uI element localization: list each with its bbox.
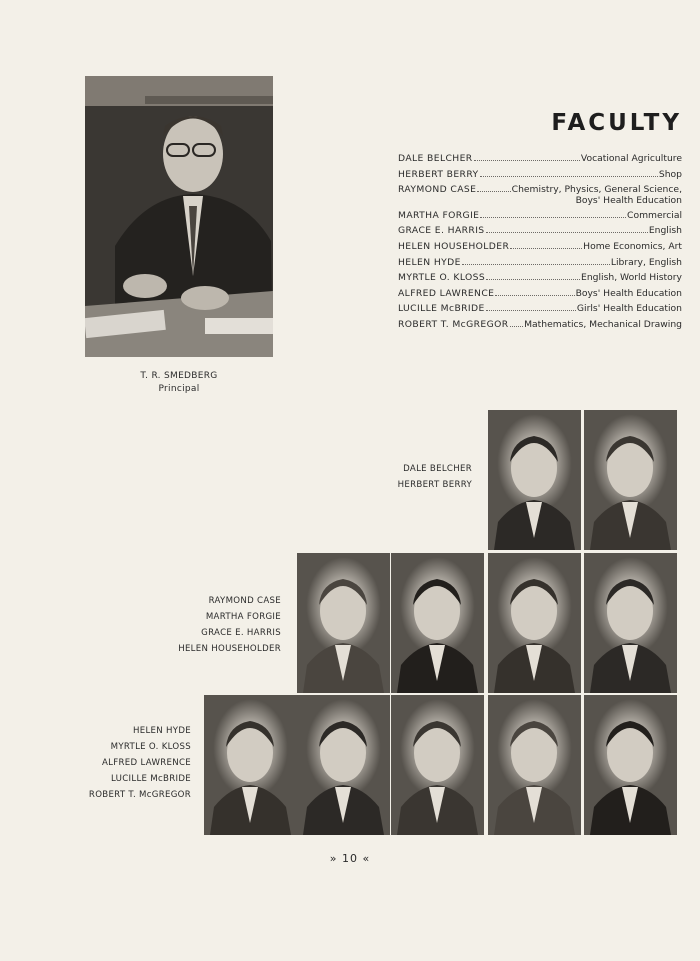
photo-caption-name: MARTHA FORGIE [205, 612, 281, 622]
leader-dots [510, 242, 582, 249]
photo-row-3-names [60, 723, 191, 803]
photo-caption-name: MYRTLE O. KLOSS [110, 742, 191, 752]
faculty-subject: Home Economics, Art [583, 240, 682, 252]
faculty-list-row [398, 151, 682, 167]
portrait-silhouette [584, 410, 677, 550]
principal-role: Principal [158, 384, 200, 394]
portrait-silhouette [297, 695, 390, 835]
photo-caption-name: LUCILLE McBRIDE [110, 774, 191, 784]
leader-dots [495, 289, 574, 296]
faculty-name: RAYMOND CASE [398, 184, 477, 196]
page-title: FACULTY [551, 110, 682, 136]
faculty-name: MARTHA FORGIE [398, 209, 480, 221]
leader-dots [480, 170, 658, 177]
faculty-portrait [297, 553, 390, 693]
photo-row-2-names [150, 593, 281, 657]
faculty-list-row [398, 239, 682, 255]
photo-caption-name: GRACE E. HARRIS [201, 628, 281, 638]
faculty-list-row [398, 286, 682, 302]
leader-dots [486, 273, 580, 280]
portrait-silhouette [391, 695, 484, 835]
faculty-list-row [398, 255, 682, 271]
faculty-name: ROBERT T. McGREGOR [398, 318, 509, 330]
faculty-name: LUCILLE McBRIDE [398, 303, 485, 315]
faculty-portrait [488, 410, 581, 550]
faculty-portrait [391, 695, 484, 835]
faculty-name: HERBERT BERRY [398, 168, 479, 180]
faculty-portrait [297, 695, 390, 835]
principal-caption [85, 370, 273, 396]
faculty-name: GRACE E. HARRIS [398, 225, 485, 237]
photo-caption-name: RAYMOND CASE [208, 596, 281, 606]
leader-dots [486, 304, 576, 311]
faculty-name: HELEN HYDE [398, 256, 461, 268]
photo-caption-name: HERBERT BERRY [397, 480, 472, 490]
portrait-silhouette [584, 695, 677, 835]
photo-caption-name: ALFRED LAWRENCE [101, 758, 191, 768]
photo-caption-name: HELEN HYDE [132, 726, 191, 736]
faculty-name: MYRTLE O. KLOSS [398, 272, 486, 284]
photo-caption-name: HELEN HOUSEHOLDER [178, 644, 281, 654]
faculty-portrait [584, 410, 677, 550]
faculty-portrait [391, 553, 484, 693]
faculty-name: DALE BELCHER [398, 153, 473, 164]
photo-caption-name: ROBERT T. McGREGOR [88, 790, 191, 800]
portrait-silhouette [488, 553, 581, 693]
portrait-silhouette [584, 553, 677, 693]
faculty-subject: Vocational Agriculture [580, 153, 682, 164]
faculty-name: ALFRED LAWRENCE [398, 287, 495, 299]
faculty-list-row [398, 208, 682, 224]
portrait-silhouette [488, 695, 581, 835]
faculty-subject: English [648, 225, 682, 237]
leader-dots [462, 258, 610, 265]
faculty-subject: Library, English [610, 256, 682, 268]
faculty-list-row [398, 317, 682, 333]
faculty-portrait [204, 695, 297, 835]
faculty-list-row [398, 167, 682, 183]
principal-name: T. R. SMEDBERG [140, 371, 218, 381]
principal-photo-illustration [85, 76, 273, 357]
principal-photo [85, 76, 273, 357]
faculty-portrait [488, 695, 581, 835]
portrait-silhouette [488, 410, 581, 550]
faculty-list-row [398, 270, 682, 286]
faculty-subject: Mathematics, Mechanical Drawing [524, 318, 682, 330]
photo-row-1-names [360, 461, 472, 493]
faculty-list-row [398, 223, 682, 239]
faculty-subject: Chemistry, Physics, General Science, [511, 184, 682, 196]
faculty-subject: Shop [658, 168, 682, 180]
faculty-subject: Girls' Health Education [576, 303, 682, 315]
faculty-portrait [488, 553, 581, 693]
faculty-subject: Boys' Health Education [575, 287, 682, 299]
portrait-silhouette [297, 553, 390, 693]
faculty-list-row [398, 301, 682, 317]
leader-dots [480, 211, 626, 218]
page-number: » 10 « [329, 852, 371, 865]
faculty-portrait [584, 695, 677, 835]
faculty-subject: English, World History [581, 272, 682, 284]
faculty-list [398, 151, 682, 333]
leader-dots [510, 320, 524, 327]
leader-dots [477, 185, 510, 192]
portrait-silhouette [391, 553, 484, 693]
faculty-subject: Commercial [627, 209, 682, 221]
leader-dots [474, 154, 580, 161]
faculty-name: HELEN HOUSEHOLDER [398, 240, 510, 252]
leader-dots [486, 226, 648, 233]
faculty-subject-continued: Boys' Health Education [575, 194, 682, 206]
portrait-silhouette [204, 695, 297, 835]
faculty-portrait [584, 553, 677, 693]
photo-caption-name: DALE BELCHER [403, 464, 472, 474]
